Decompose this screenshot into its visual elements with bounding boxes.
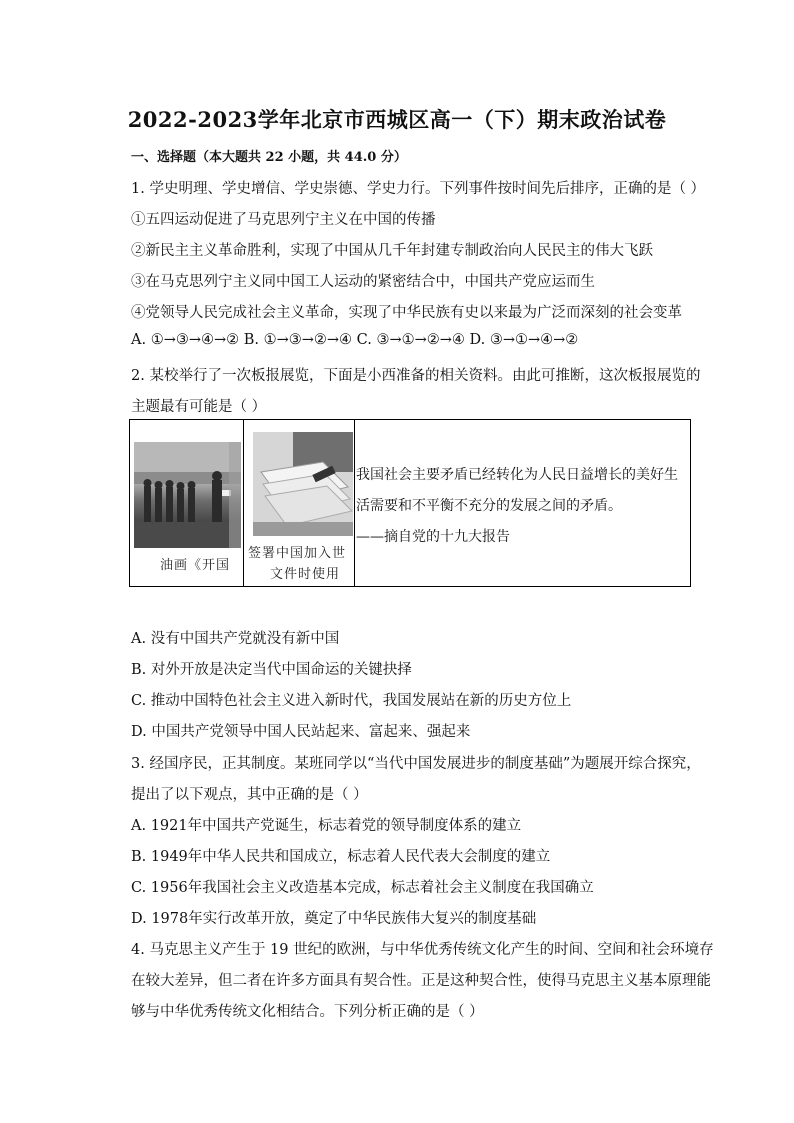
question-2-stem: 2. 某校举行了一次板报展览，下面是小西准备的相关资料。由此可推断，这次板报展览的 (131, 368, 701, 384)
material-table (129, 419, 691, 587)
signing-illustration (253, 432, 353, 536)
question-1-item: ①五四运动促进了马克思列宁主义在中国的传播 (131, 212, 436, 228)
wto-signing-photo (253, 432, 353, 536)
question-2-option-b: B. 对外开放是决定当代中国命运的关键抉择 (131, 662, 412, 678)
question-3-stem-cont: 提出了以下观点，其中正确的是（ ） (131, 787, 368, 803)
table-divider (354, 420, 355, 586)
painting-illustration (134, 442, 241, 548)
question-3-option-b: B. 1949年中华人民共和国成立，标志着人民代表大会制度的建立 (131, 849, 551, 865)
question-4-stem-cont: 够与中华优秀传统文化相结合。下列分析正确的是（ ） (131, 1004, 484, 1020)
question-1-item: ④党领导人民完成社会主义革命，实现了中华民族有史以来最为广泛而深刻的社会变革 (131, 305, 682, 321)
question-4-stem-cont: 在较大差异，但二者在许多方面具有契合性。正是这种契合性，使得马克思主义基本原理能 (131, 973, 711, 989)
question-2-option-c: C. 推动中国特色社会主义进入新时代，我国发展站在新的历史方位上 (131, 693, 572, 709)
founding-ceremony-painting (134, 442, 241, 548)
quote-line-1: 我国社会主要矛盾已经转化为人民日益增长的美好生 (356, 467, 678, 483)
question-4-stem: 4. 马克思主义产生于 19 世纪的欧洲，与中华优秀传统文化产生的时间、空间和社会环境存 (131, 942, 714, 958)
question-3-option-d: D. 1978年实行改革开放，奠定了中华民族伟大复兴的制度基础 (131, 911, 537, 927)
page-title: 2022-2023学年北京市西城区高一（下）期末政治试卷 (127, 107, 667, 132)
caption-signing-line2: 文件时使用 (270, 567, 341, 582)
question-2-stem-cont: 主题最有可能是（ ） (131, 399, 267, 415)
section-heading: 一、选择题（本大题共 22 小题，共 44.0 分） (131, 150, 407, 165)
caption-painting: 油画《开国 (160, 558, 231, 573)
question-1-item: ②新民主主义革命胜利，实现了中国从几千年封建专制政治向人民民主的伟大飞跃 (131, 243, 653, 259)
question-3-stem: 3. 经国序民，正其制度。某班同学以“当代中国发展进步的制度基础”为题展开综合探究， (131, 756, 701, 772)
quote-line-2: 活需要和不平衡不充分的发展之间的矛盾。 (356, 498, 622, 514)
table-divider (243, 420, 244, 586)
question-2-option-a: A. 没有中国共产党就没有新中国 (131, 631, 340, 647)
question-1-stem: 1. 学史明理、学史增信、学史崇德、学史力行。下列事件按时间先后排序，正确的是（ ） (131, 181, 706, 197)
question-2-option-d: D. 中国共产党领导中国人民站起来、富起来、强起来 (131, 724, 471, 740)
caption-signing-line1: 签署中国加入世 (248, 546, 347, 561)
question-1-options: A. ①→③→④→② B. ①→③→②→④ C. ③→①→②→④ D. ③→①→④→② (131, 332, 579, 348)
question-3-option-c: C. 1956年我国社会主义改造基本完成，标志着社会主义制度在我国确立 (131, 880, 594, 896)
question-1-item: ③在马克思列宁主义同中国工人运动的紧密结合中，中国共产党应运而生 (131, 274, 595, 290)
quote-source: ——摘自党的十九大报告 (356, 529, 510, 545)
question-3-option-a: A. 1921年中国共产党诞生，标志着党的领导制度体系的建立 (131, 818, 522, 834)
